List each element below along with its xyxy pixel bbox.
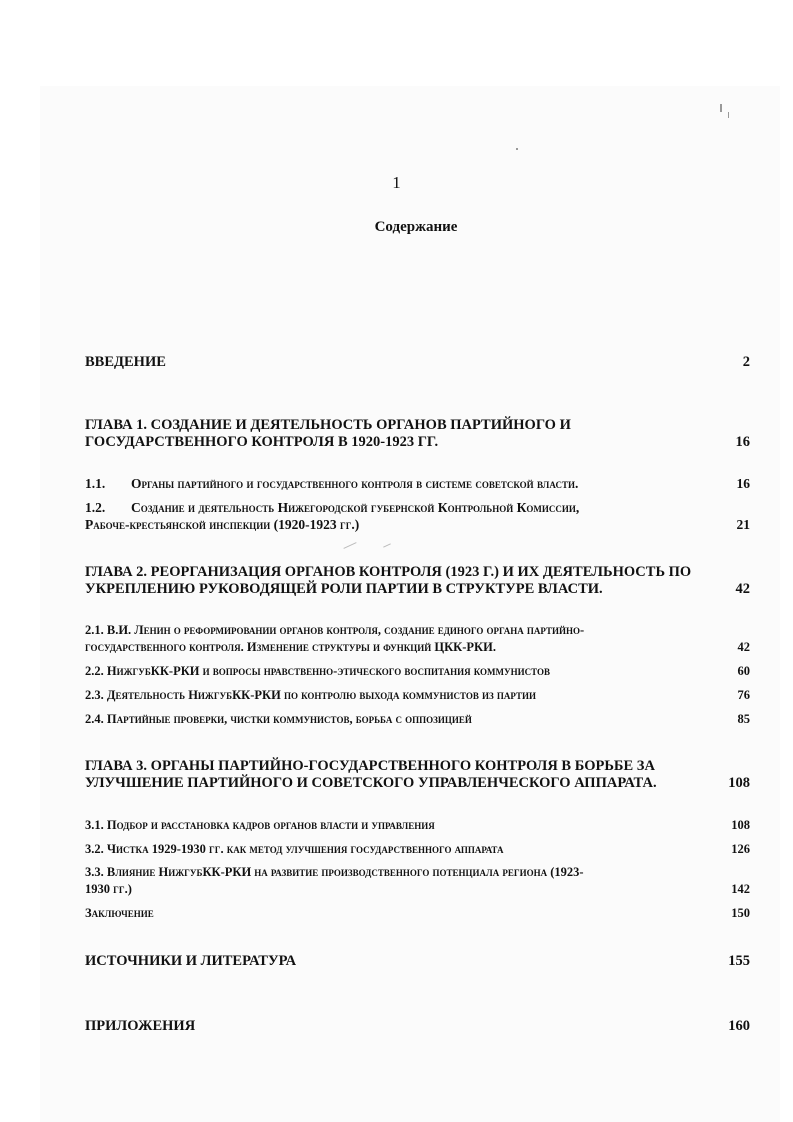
- toc-entry-text: [85, 622, 584, 656]
- toc-entry-page: 142: [731, 882, 750, 896]
- scan-speck: [720, 104, 722, 112]
- toc-entry-page: 16: [736, 476, 750, 491]
- page-title: Содержание: [374, 219, 458, 235]
- toc-entry-conclusion[interactable]: [85, 905, 750, 922]
- toc-entry-line-2: ГОСУДАРСТВЕННОГО КОНТРОЛЯ В 1920-1923 ГГ.: [85, 434, 439, 450]
- toc-entry-text: [85, 758, 657, 792]
- toc-entry-section-2-3[interactable]: [85, 687, 750, 704]
- toc-entry-page: 76: [737, 688, 750, 702]
- toc-entry-section-2-2[interactable]: [85, 663, 750, 680]
- toc-entry-text: 2.3. Деятельность НижгубКК-РКИ по контролю выхода коммунистов из партии: [85, 688, 536, 702]
- toc-entry-line-1: ГЛАВА 1. СОЗДАНИЕ И ДЕЯТЕЛЬНОСТЬ ОРГАНОВ ПАРТИЙНОГО И: [85, 417, 571, 433]
- toc-entry-section-3-2[interactable]: [85, 841, 750, 858]
- toc-entry-section-2-4[interactable]: [85, 711, 750, 728]
- toc-entry-section-2-1[interactable]: [85, 622, 750, 656]
- toc-entry-page: 85: [737, 712, 750, 726]
- toc-entry-text: 2.2. НижгубКК-РКИ и вопросы нравственно-этического воспитания коммунистов: [85, 664, 551, 678]
- toc-entry-page: 126: [731, 842, 750, 856]
- page-number: 1: [392, 173, 401, 192]
- toc-entry-page: 2: [742, 354, 750, 370]
- toc-entry-line-1: 2.1. В.И. Ленин о реформировании органов контроля, создание единого органа партийно-: [85, 623, 585, 637]
- toc-entry-line-2: УЛУЧШЕНИЕ ПАРТИЙНОГО И СОВЕТСКОГО УПРАВЛЕНЧЕСКОГО АППАРАТА.: [85, 775, 657, 791]
- toc-entry-chapter-3[interactable]: [85, 758, 750, 792]
- toc-entry-text: [85, 864, 584, 898]
- toc-entry-text: [85, 499, 579, 533]
- toc-entry-text: ВВЕДЕНИЕ: [85, 354, 166, 370]
- section-number: 1.1.: [85, 476, 106, 491]
- toc-entry-page: 150: [731, 906, 750, 920]
- toc-entry-page: 21: [736, 517, 750, 532]
- toc-entry-line-1: ГЛАВА 2. РЕОРГАНИЗАЦИЯ ОРГАНОВ КОНТРОЛЯ (1923 Г.) И ИХ ДЕЯТЕЛЬНОСТЬ ПО: [85, 564, 692, 580]
- toc-entry-text: ПРИЛОЖЕНИЯ: [85, 1018, 196, 1034]
- toc-entry-page: 60: [737, 664, 750, 678]
- toc-entry-page: 108: [731, 818, 750, 832]
- toc-entry-text: Заключение: [85, 906, 154, 920]
- toc-entry-introduction[interactable]: [85, 353, 750, 372]
- toc-entry-text: [85, 475, 578, 492]
- toc-entry-section-3-1[interactable]: [85, 817, 750, 834]
- toc-entry-line-2: государственного контроля. Изменение структуры и функций ЦКК-РКИ.: [85, 640, 496, 654]
- toc-entry-sources[interactable]: [85, 952, 750, 971]
- toc-entry-chapter-2[interactable]: [85, 564, 750, 598]
- toc-entry-line-1: Создание и деятельность Нижегородской губернской Контрольной Комиссии,: [131, 500, 580, 515]
- toc-entry-text: 2.4. Партийные проверки, чистки коммунистов, борьба с оппозицией: [85, 712, 472, 726]
- section-title: Органы партийного и государственного контроля в системе советской власти.: [131, 476, 579, 491]
- toc-entry-page: 160: [728, 1018, 750, 1034]
- toc-entry-line-1: ГЛАВА 3. ОРГАНЫ ПАРТИЙНО-ГОСУДАРСТВЕННОГО КОНТРОЛЯ В БОРЬБЕ ЗА: [85, 758, 655, 774]
- toc-entry-text: 3.1. Подбор и расстановка кадров органов власти и управления: [85, 818, 435, 832]
- toc-entry-line-2: УКРЕПЛЕНИЮ РУКОВОДЯЩЕЙ РОЛИ ПАРТИИ В СТРУКТУРЕ ВЛАСТИ.: [85, 581, 603, 597]
- toc-entry-line-1: 3.3. Влияние НижгубКК-РКИ на развитие производственного потенциала региона (1923-: [85, 865, 584, 879]
- toc-entry-page: 42: [735, 581, 750, 597]
- toc-entry-text: 3.2. Чистка 1929-1930 гг. как метод улучшения государственного аппарата: [85, 842, 504, 856]
- toc-entry-section-1-2[interactable]: [85, 499, 750, 533]
- toc-entry-section-3-3[interactable]: [85, 864, 750, 898]
- toc-entry-line-2: 1930 гг.): [85, 882, 132, 896]
- toc-entry-text: ИСТОЧНИКИ И ЛИТЕРАТУРА: [85, 953, 297, 969]
- toc-entry-text: [85, 417, 571, 451]
- toc-entry-page: 155: [728, 953, 750, 969]
- toc-entry-appendix[interactable]: [85, 1017, 750, 1036]
- toc-entry-page: 108: [728, 775, 750, 791]
- toc-entry-line-2: Рабоче-крестьянской инспекции (1920-1923 гг.): [85, 517, 360, 532]
- toc-entry-page: 42: [737, 640, 750, 654]
- scan-speck: [728, 112, 729, 118]
- scan-speck: [516, 148, 518, 150]
- section-number: 1.2.: [85, 500, 106, 515]
- toc-entry-section-1-1[interactable]: [85, 475, 750, 492]
- toc-entry-page: 16: [735, 434, 750, 450]
- toc-entry-text: [85, 564, 691, 598]
- toc-entry-chapter-1[interactable]: [85, 417, 750, 451]
